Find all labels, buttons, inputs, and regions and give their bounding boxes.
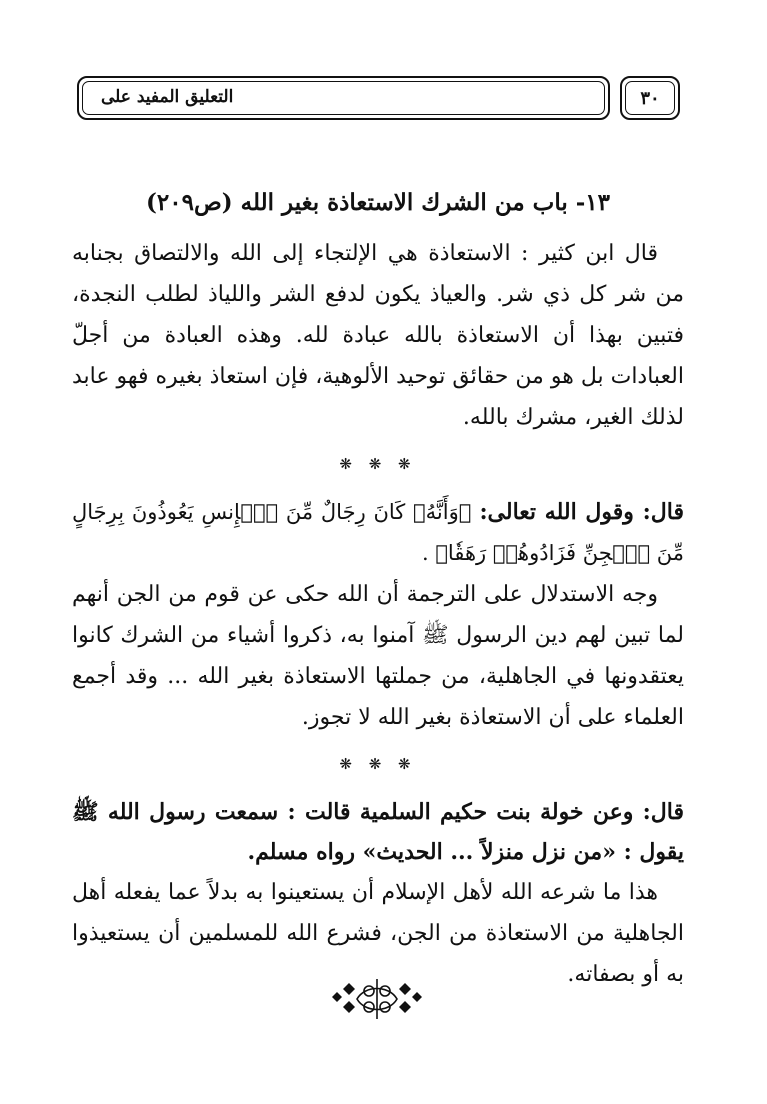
chapter-heading: ١٣- باب من الشرك الاستعاذة بغير الله (ص٢٠٩) xyxy=(146,189,610,216)
section-separator: ❋ ❋ ❋ xyxy=(339,455,417,473)
section2-lead: قال: وعن خولة بنت حكيم السلمية قالت : سمعت رسول الله ﷺ يقول : «من نزل منزلاً ... الحديث» رواه مسلم. xyxy=(72,799,684,865)
section-separator-2: ❋ ❋ ❋ xyxy=(339,755,417,773)
page-number: ٣٠ xyxy=(640,87,660,109)
section1-lead: قال: وقول الله تعالى: xyxy=(479,499,684,525)
page-number-box xyxy=(620,76,680,120)
running-header xyxy=(77,76,610,120)
section1-body: وجه الاستدلال على الترجمة أن الله حكى عن قوم من الجن أنهم لما تبين لهم دين الرسول ﷺ آمنوا به، ذكروا أشياء من الشرك كانوا يعتقدونها في الجاهلية، من جملتها الاستعاذة بغير الله ... وقد أجمع العلماء على أن الاستعاذة بغير الله لا تجوز. xyxy=(72,582,684,730)
running-header-title: التعليق المفيد على xyxy=(101,87,234,107)
page-body xyxy=(72,183,684,995)
quran-verse: ﴿وَأَنَّهُۥ كَانَ رِجَالٌ مِّنَ ٱلۡإِنسِ يَعُوذُونَ بِرِجَالٍ مِّنَ ٱلۡجِنِّ فَزَادُوهُمۡ رَهَقٗا﴾ . xyxy=(72,500,684,565)
section1-lead-paragraph xyxy=(72,492,684,574)
intro-paragraph: قال ابن كثير : الاستعاذة هي الإلتجاء إلى الله والالتصاق بجنابه من شر كل ذي شر. والعياذ يكون لدفع الشر واللياذ لطلب النجدة، فتبين بهذا أن الاستعاذة بالله عبادة لله. وهذه العبادة من أجلّ العبادات بل هو من حقائق توحيد الألوهية، فإن استعاذ بغيره فهو عابد لذلك الغير، مشرك بالله. xyxy=(72,241,684,430)
section2-body: هذا ما شرعه الله لأهل الإسلام أن يستعينوا به بدلاً عما يفعله أهل الجاهلية من الاستعاذة من الجن، فشرع الله للمسلمين أن يستعيذوا به أو بصفاته. xyxy=(72,880,684,987)
end-ornament-icon xyxy=(327,975,427,1023)
